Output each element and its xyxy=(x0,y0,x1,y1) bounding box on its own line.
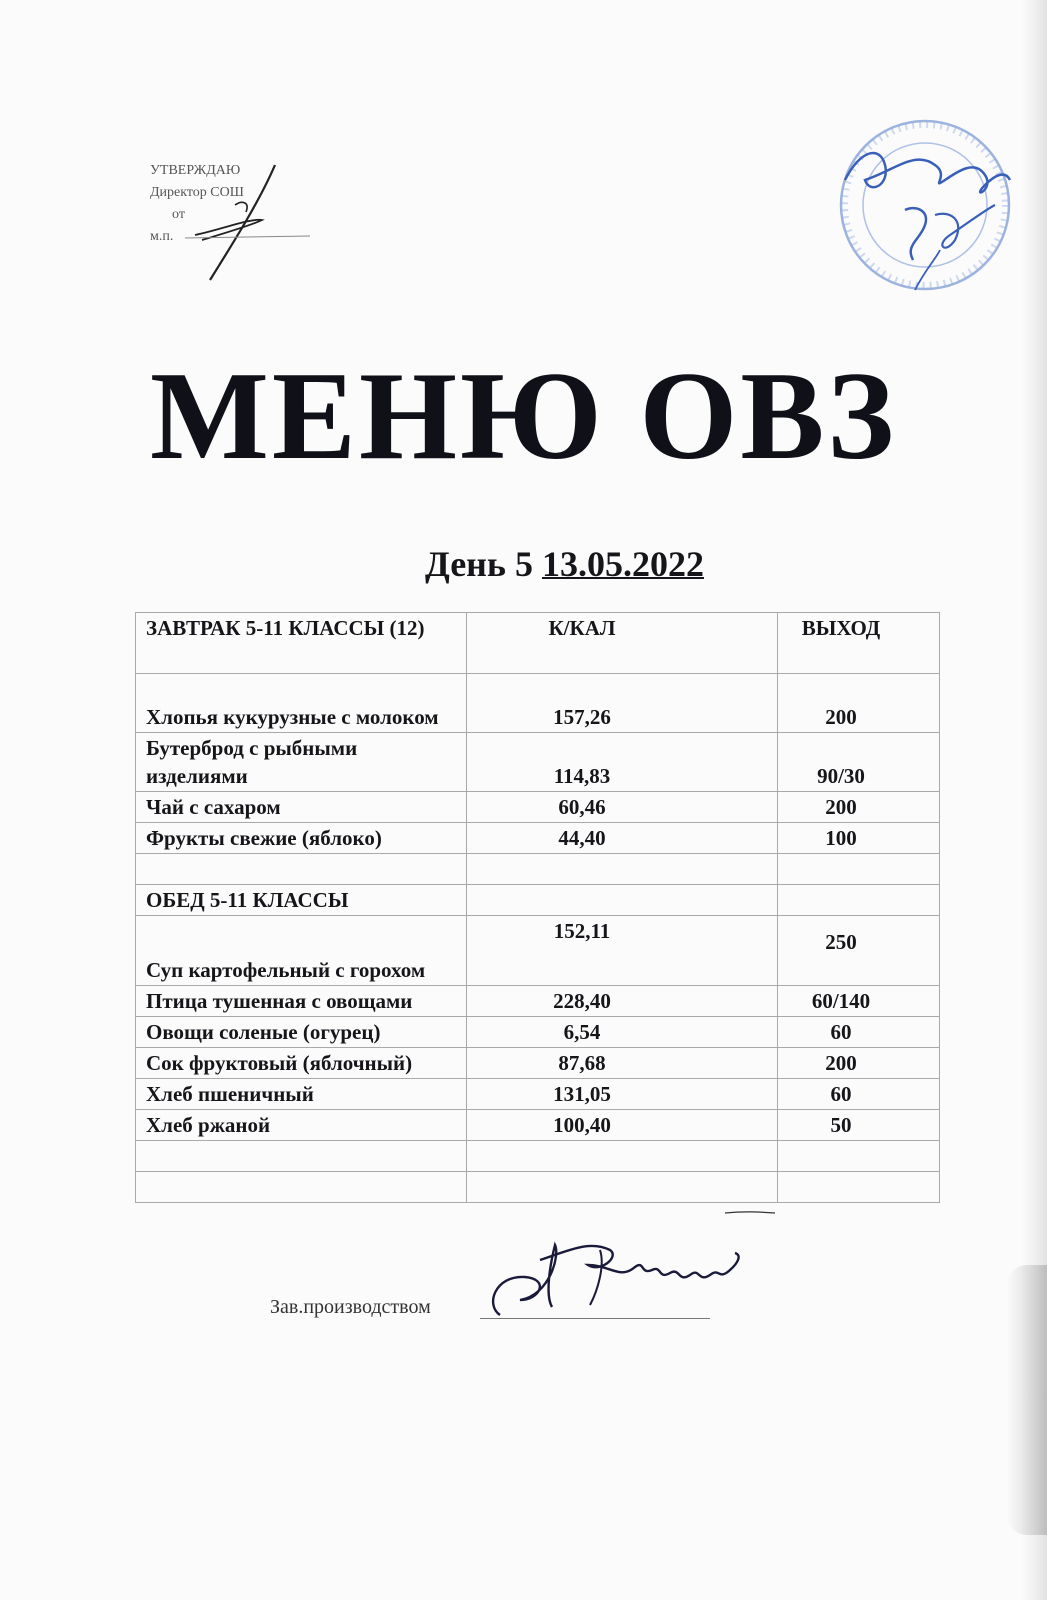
table-row xyxy=(136,986,940,1017)
table-row xyxy=(136,792,940,823)
table-row xyxy=(136,1079,940,1110)
dish-name: Хлопья кукурузные с молоком xyxy=(136,674,467,733)
section-lunch: ОБЕД 5-11 КЛАССЫ xyxy=(136,885,467,916)
dish-output: 200 xyxy=(778,674,940,733)
dish-kcal: 228,40 xyxy=(467,986,778,1017)
menu-table xyxy=(135,612,940,1203)
dish-output: 60/140 xyxy=(778,986,940,1017)
production-head-signature xyxy=(480,1205,780,1335)
dish-kcal: 60,46 xyxy=(467,792,778,823)
dish-output: 50 xyxy=(778,1110,940,1141)
empty-row xyxy=(136,1141,940,1172)
footer-label: Зав.производством xyxy=(270,1296,431,1318)
dish-name: Бутерброд с рыбными изделиями xyxy=(136,733,467,792)
dish-output: 200 xyxy=(778,1048,940,1079)
dish-output: 90/30 xyxy=(778,733,940,792)
dish-name: Чай с сахаром xyxy=(136,792,467,823)
approval-line-1: УТВЕРЖДАЮ xyxy=(150,163,241,178)
header-kcal: К/КАЛ xyxy=(467,613,778,674)
table-row xyxy=(136,1048,940,1079)
dish-name: Фрукты свежие (яблоко) xyxy=(136,823,467,854)
table-row xyxy=(136,733,940,792)
empty-row xyxy=(136,1172,940,1203)
day-label: День 5 xyxy=(425,544,533,584)
page-curl-shadow xyxy=(1007,1265,1047,1535)
dish-name: Птица тушенная с овощами xyxy=(136,986,467,1017)
director-signature xyxy=(180,160,320,290)
approval-line-4: м.п. xyxy=(150,229,174,244)
table-header-row xyxy=(136,613,940,674)
approval-line-2: Директор СОШ xyxy=(150,185,244,200)
dish-kcal: 157,26 xyxy=(467,674,778,733)
table-row xyxy=(136,674,940,733)
dish-kcal: 44,40 xyxy=(467,823,778,854)
day-date: 13.05.2022 xyxy=(541,544,704,584)
header-breakfast: ЗАВТРАК 5-11 КЛАССЫ (12) xyxy=(136,613,467,674)
seal-stamp xyxy=(835,110,1015,300)
table-row xyxy=(136,1017,940,1048)
approval-line-3: от xyxy=(172,207,185,222)
dish-kcal: 87,68 xyxy=(467,1048,778,1079)
dish-name: Сок фруктовый (яблочный) xyxy=(136,1048,467,1079)
lunch-section-row xyxy=(136,885,940,916)
dish-kcal: 100,40 xyxy=(467,1110,778,1141)
table-row xyxy=(136,823,940,854)
dish-name: Суп картофельный с горохом xyxy=(136,916,467,986)
dish-name: Овощи соленые (огурец) xyxy=(136,1017,467,1048)
header-output: ВЫХОД xyxy=(778,613,940,674)
dish-output: 60 xyxy=(778,1017,940,1048)
dish-kcal: 152,11 xyxy=(467,916,778,986)
dish-output: 250 xyxy=(778,916,940,986)
dish-kcal: 131,05 xyxy=(467,1079,778,1110)
table-row xyxy=(136,1110,940,1141)
document-title: МЕНЮ ОВЗ xyxy=(150,347,897,486)
dish-output: 60 xyxy=(778,1079,940,1110)
dish-kcal: 6,54 xyxy=(467,1017,778,1048)
table-row xyxy=(136,916,940,986)
empty-row xyxy=(136,854,940,885)
day-line xyxy=(425,543,704,585)
dish-output: 200 xyxy=(778,792,940,823)
dish-output: 100 xyxy=(778,823,940,854)
dish-name: Хлеб ржаной xyxy=(136,1110,467,1141)
dish-kcal: 114,83 xyxy=(467,733,778,792)
dish-name: Хлеб пшеничный xyxy=(136,1079,467,1110)
